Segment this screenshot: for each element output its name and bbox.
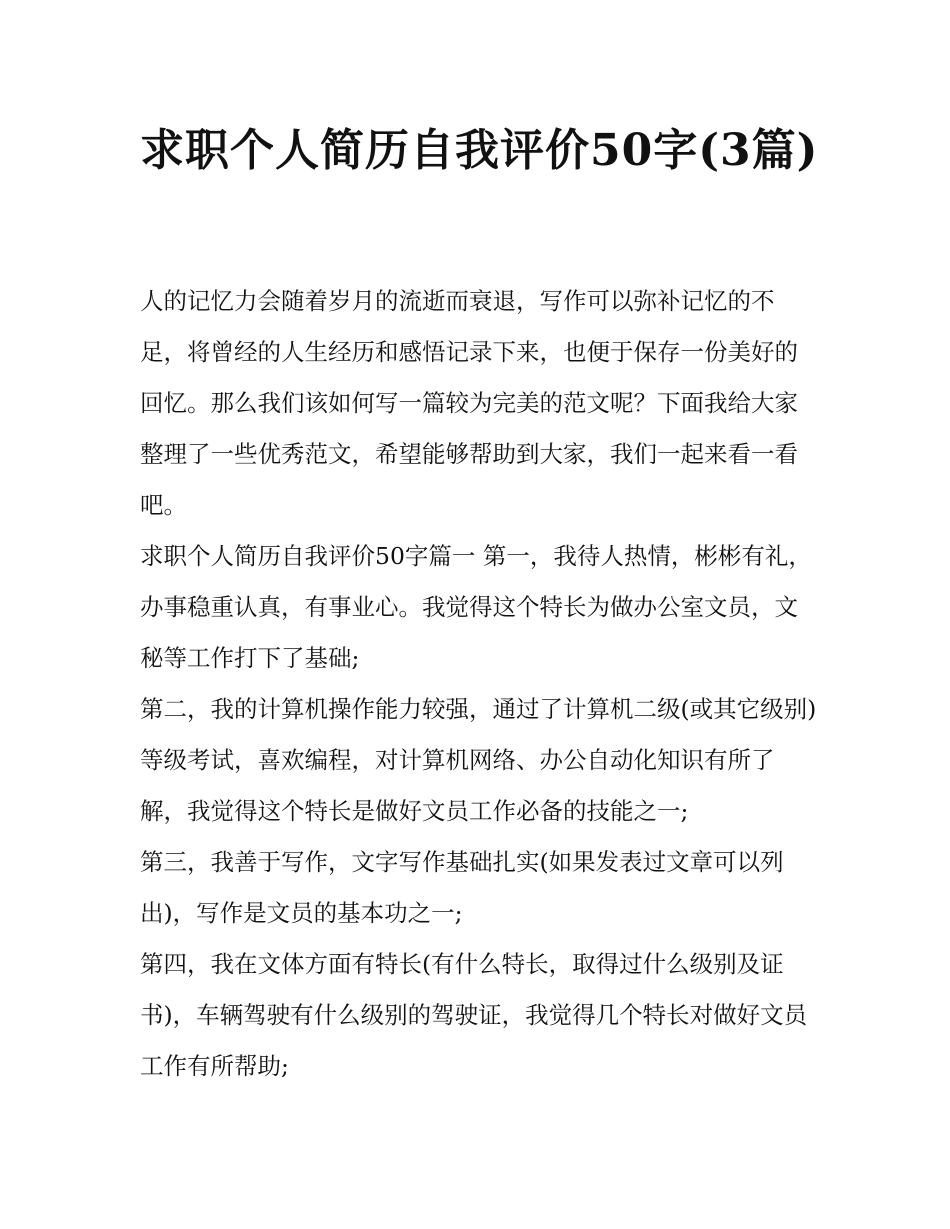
document-title: 求职个人简历自我评价50字(3篇) xyxy=(140,125,819,176)
paragraph-second: 第二，我的计算机操作能力较强，通过了计算机二级(或其它级别)等级考试，喜欢编程，对计算机网络、办公自动化知识有所了解，我觉得这个特长是做好文员工作必备的技能之一; xyxy=(140,695,817,825)
paragraph-third: 第三，我善于写作，文字写作基础扎实(如果发表过文章可以列出)，写作是文员的基本功之一; xyxy=(140,848,784,927)
document-body xyxy=(140,276,820,1092)
paragraph-first: 求职个人简历自我评价50字篇一 第一，我待人热情，彬彬有礼，办事稳重认真，有事业心。我觉得这个特长为做办公室文员，文秘等工作打下了基础; xyxy=(140,542,812,672)
paragraph-intro: 人的记忆力会随着岁月的流逝而衰退，写作可以弥补记忆的不足，将曾经的人生经历和感悟记录下来，也便于保存一份美好的回忆。那么我们该如何写一篇较为完美的范文呢？下面我给大家整理了一些优秀范文，希望能够帮助到大家，我们一起来看一看吧。 xyxy=(140,287,798,519)
paragraph-fourth: 第四，我在文体方面有特长(有什么特长，取得过什么级别及证书)，车辆驾驶有什么级别的驾驶证，我觉得几个特长对做好文员工作有所帮助; xyxy=(140,950,808,1080)
